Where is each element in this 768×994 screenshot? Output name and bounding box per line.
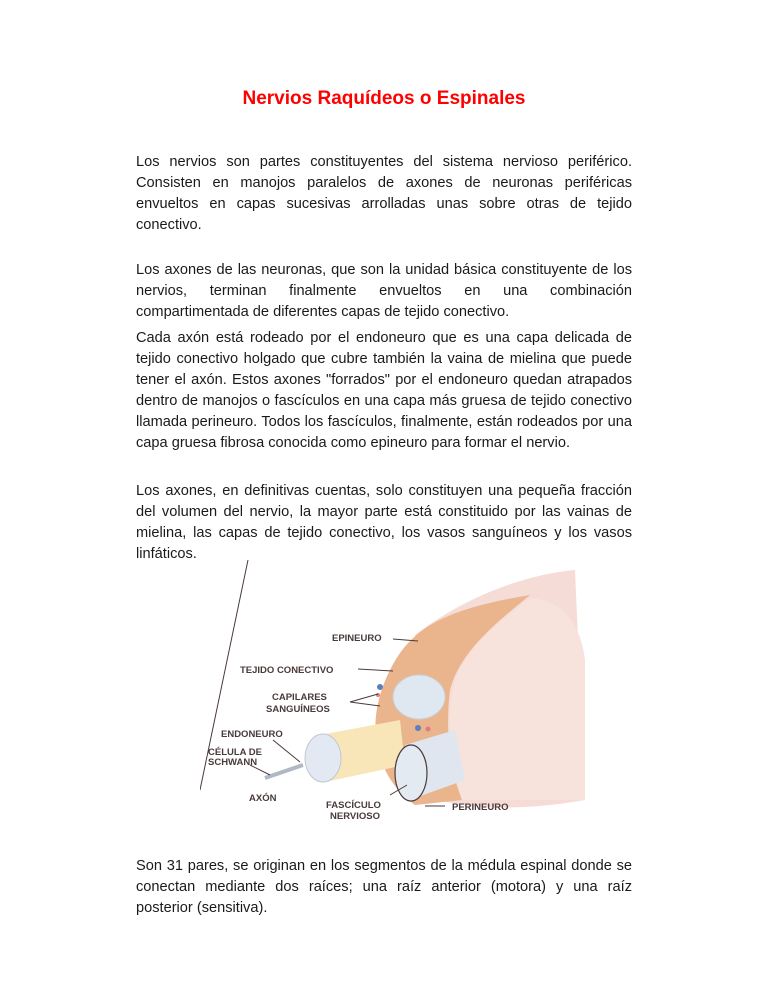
fasciculo-shape xyxy=(393,675,445,719)
label-capilares-1: CAPILARES xyxy=(272,692,327,703)
label-celula-2: SCHWANN xyxy=(208,757,258,768)
page-title: Nervios Raquídeos o Espinales xyxy=(242,88,526,109)
label-epineuro: EPINEURO xyxy=(332,633,382,644)
paragraph-intro: Los nervios son partes constituyentes del sistema nervioso periférico. Consisten en manojos paralelos de axones de neuronas periféricas envueltos en capas sucesivas arrolladas unas sobre otras de tejido conectivo. xyxy=(136,154,632,233)
label-celula-1: CÉLULA DE xyxy=(208,747,263,758)
label-capilares-2: SANGUÍNEOS xyxy=(266,704,330,715)
label-axon: AXÓN xyxy=(249,793,277,804)
label-fasciculo-2: NERVIOSO xyxy=(330,811,380,822)
paragraph-endoneuro: Cada axón está rodeado por el endoneuro que es una capa delicada de tejido conectivo holgado que cubre también la vaina de mielina que puede tener el axón. Estos axones "forrados" por el endoneuro quedan atrapados dentro de manojos o fascículos en una capa más gruesa de tejido conectivo llamada perineuro. Todos los fascículos, finalmente, están rodeados por una capa gruesa fibrosa conocida como epineuro para formar el nervio. xyxy=(136,330,632,451)
nerve-diagram xyxy=(200,560,590,840)
fascicle-ring xyxy=(395,745,427,801)
paragraph-pares: Son 31 pares, se originan en los segmentos de la médula espinal donde se conectan mediante dos raíces; una raíz anterior (motora) y una raíz posterior (sensitiva). xyxy=(136,858,632,916)
label-fasciculo-1: FASCÍCULO xyxy=(326,800,381,811)
label-tejido-conectivo: TEJIDO CONECTIVO xyxy=(240,665,334,676)
label-perineuro: PERINEURO xyxy=(452,802,509,813)
paragraph-axones: Los axones de las neuronas, que son la unidad básica constituyente de los nervios, terminan finalmente envueltos en una combinación compartimentada de diferentes capas de tejido conectivo. xyxy=(136,262,632,320)
paragraph-volumen: Los axones, en definitivas cuentas, solo constituyen una pequeña fracción del volumen del nervio, la mayor parte está constituido por las vainas de mielina, las capas de tejido conectivo, los vasos sanguíneos y los vasos linfáticos. xyxy=(136,483,632,562)
label-endoneuro: ENDONEURO xyxy=(221,729,283,740)
